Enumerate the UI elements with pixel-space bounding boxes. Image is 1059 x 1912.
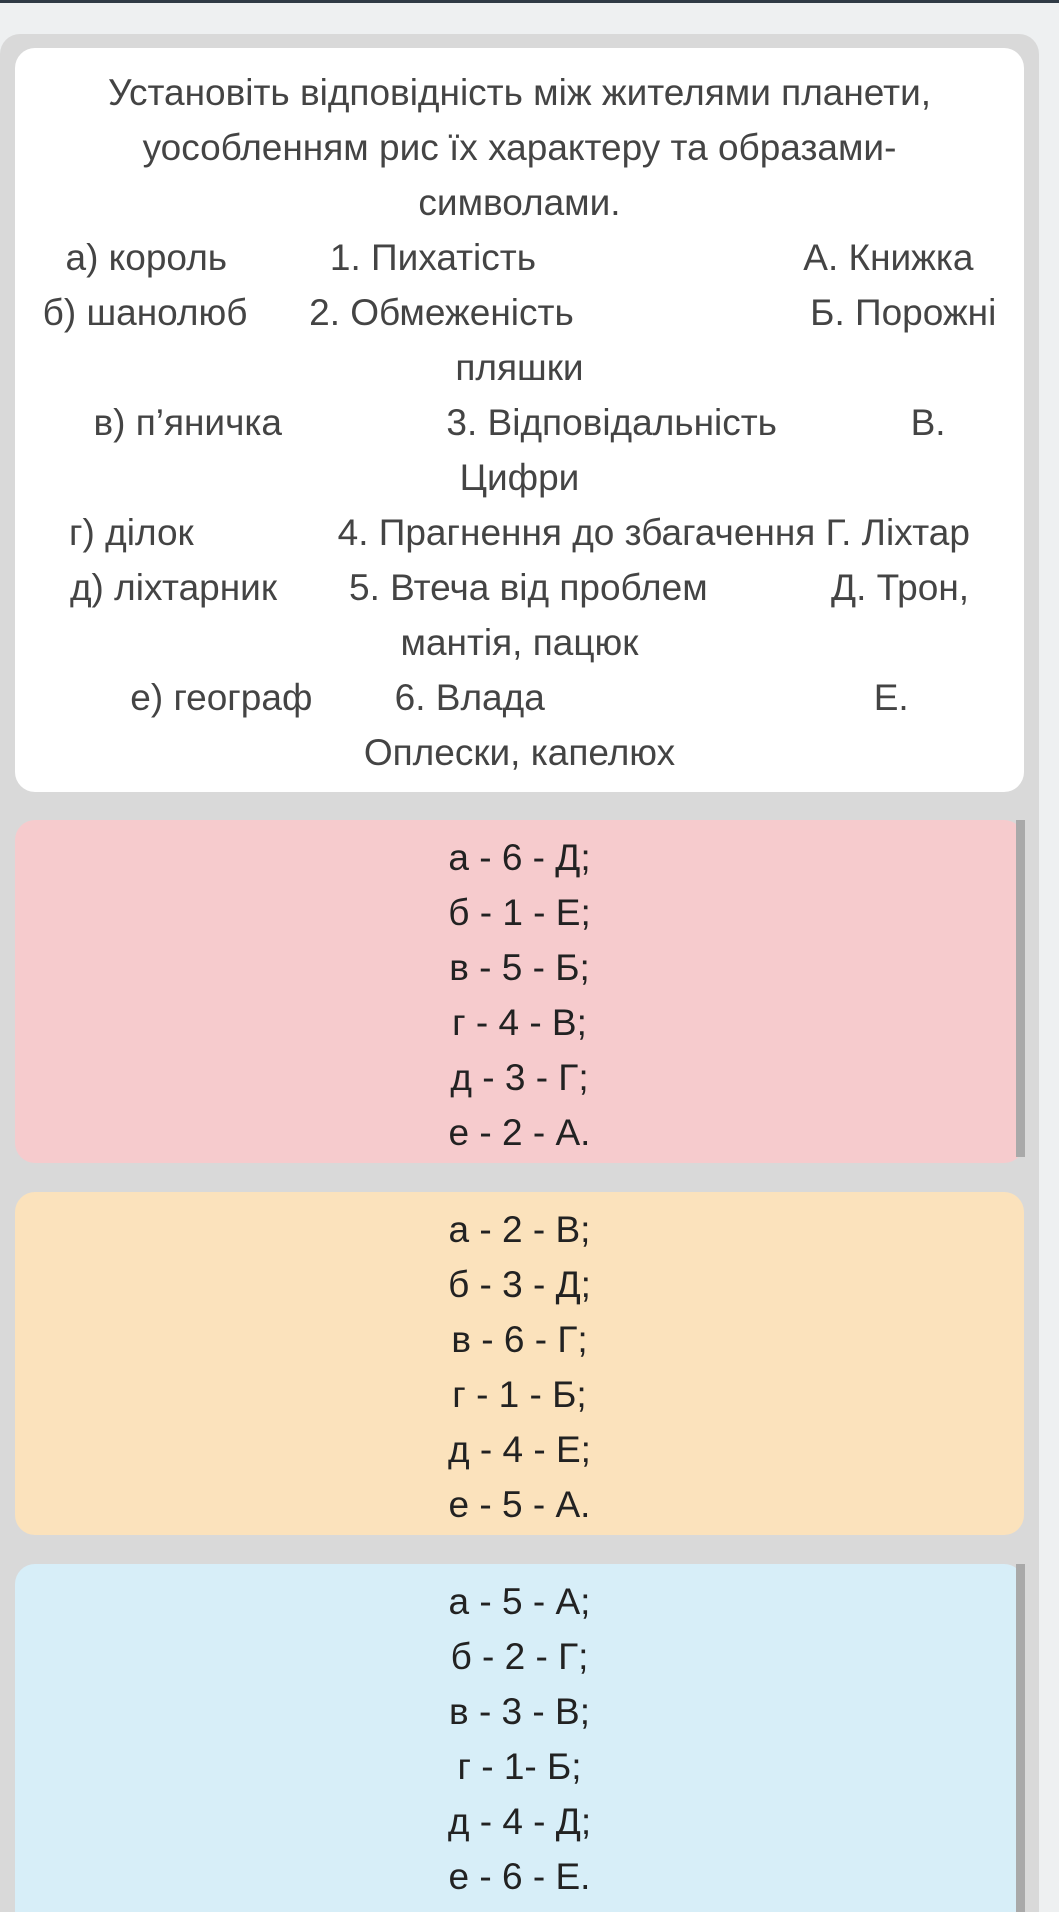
answer-line: г - 4 - В;	[452, 1002, 587, 1043]
question-row: а) король 1. Пихатість А. Книжка	[65, 237, 974, 278]
option-edge-marker	[1016, 1564, 1025, 1912]
answer-line: а - 5 - А;	[448, 1581, 591, 1622]
question-row: д) ліхтарник 5. Втеча від проблем Д. Трон,	[69, 567, 970, 608]
question-row: г) ділок 4. Прагнення до збагачення Г. Ліхтар	[69, 512, 970, 553]
answer-line: д - 3 - Г;	[450, 1057, 589, 1098]
question-text-line: Установіть відповідність між жителями планети,	[107, 72, 932, 113]
answer-line: в - 5 - Б;	[449, 947, 590, 988]
question-row: б) шанолюб 2. Обмеженість Б. Порожні	[42, 292, 997, 333]
question-row: пляшки	[455, 347, 584, 388]
option-edge-marker	[1016, 820, 1025, 1157]
question-card	[15, 48, 1024, 792]
answer-line: а - 2 - В;	[448, 1209, 591, 1250]
question-text-line: символами.	[418, 182, 621, 223]
answer-line: г - 1- Б;	[457, 1746, 582, 1787]
question-row: мантія, пацюк	[400, 622, 639, 663]
answer-line: б - 3 - Д;	[448, 1264, 591, 1305]
top-bar	[0, 0, 1059, 3]
answer-line: а - 6 - Д;	[448, 837, 591, 878]
answer-option-lines	[15, 1574, 1024, 1904]
question-row: Оплески, капелюх	[363, 732, 676, 773]
answer-line: в - 3 - В;	[449, 1691, 590, 1732]
question-row: е) географ 6. Влада Е.	[130, 677, 909, 718]
question-text-line: уособленням рис їх характеру та образами-	[142, 127, 897, 168]
answer-line: д - 4 - Д;	[447, 1801, 592, 1842]
answer-option-3[interactable]	[15, 1564, 1024, 1912]
answer-option-1[interactable]	[15, 820, 1024, 1163]
answer-line: е - 2 - А.	[448, 1112, 591, 1153]
answer-line: д - 4 - Е;	[448, 1429, 591, 1470]
question-row: Цифри	[459, 457, 580, 498]
answer-line: в - 6 - Г;	[451, 1319, 588, 1360]
answer-line: е - 6 - Е.	[448, 1856, 591, 1897]
answer-option-2[interactable]	[15, 1192, 1024, 1535]
answer-line: б - 2 - Г;	[450, 1636, 589, 1677]
answer-line: г - 1 - Б;	[452, 1374, 587, 1415]
answer-line: е - 5 - А.	[448, 1484, 591, 1525]
answer-option-lines	[15, 1202, 1024, 1532]
answer-line: б - 1 - Е;	[448, 892, 591, 933]
answer-option-lines	[15, 830, 1024, 1160]
question-row: в) п’яничка 3. Відповідальність В.	[93, 402, 946, 443]
quiz-container	[0, 34, 1039, 1912]
